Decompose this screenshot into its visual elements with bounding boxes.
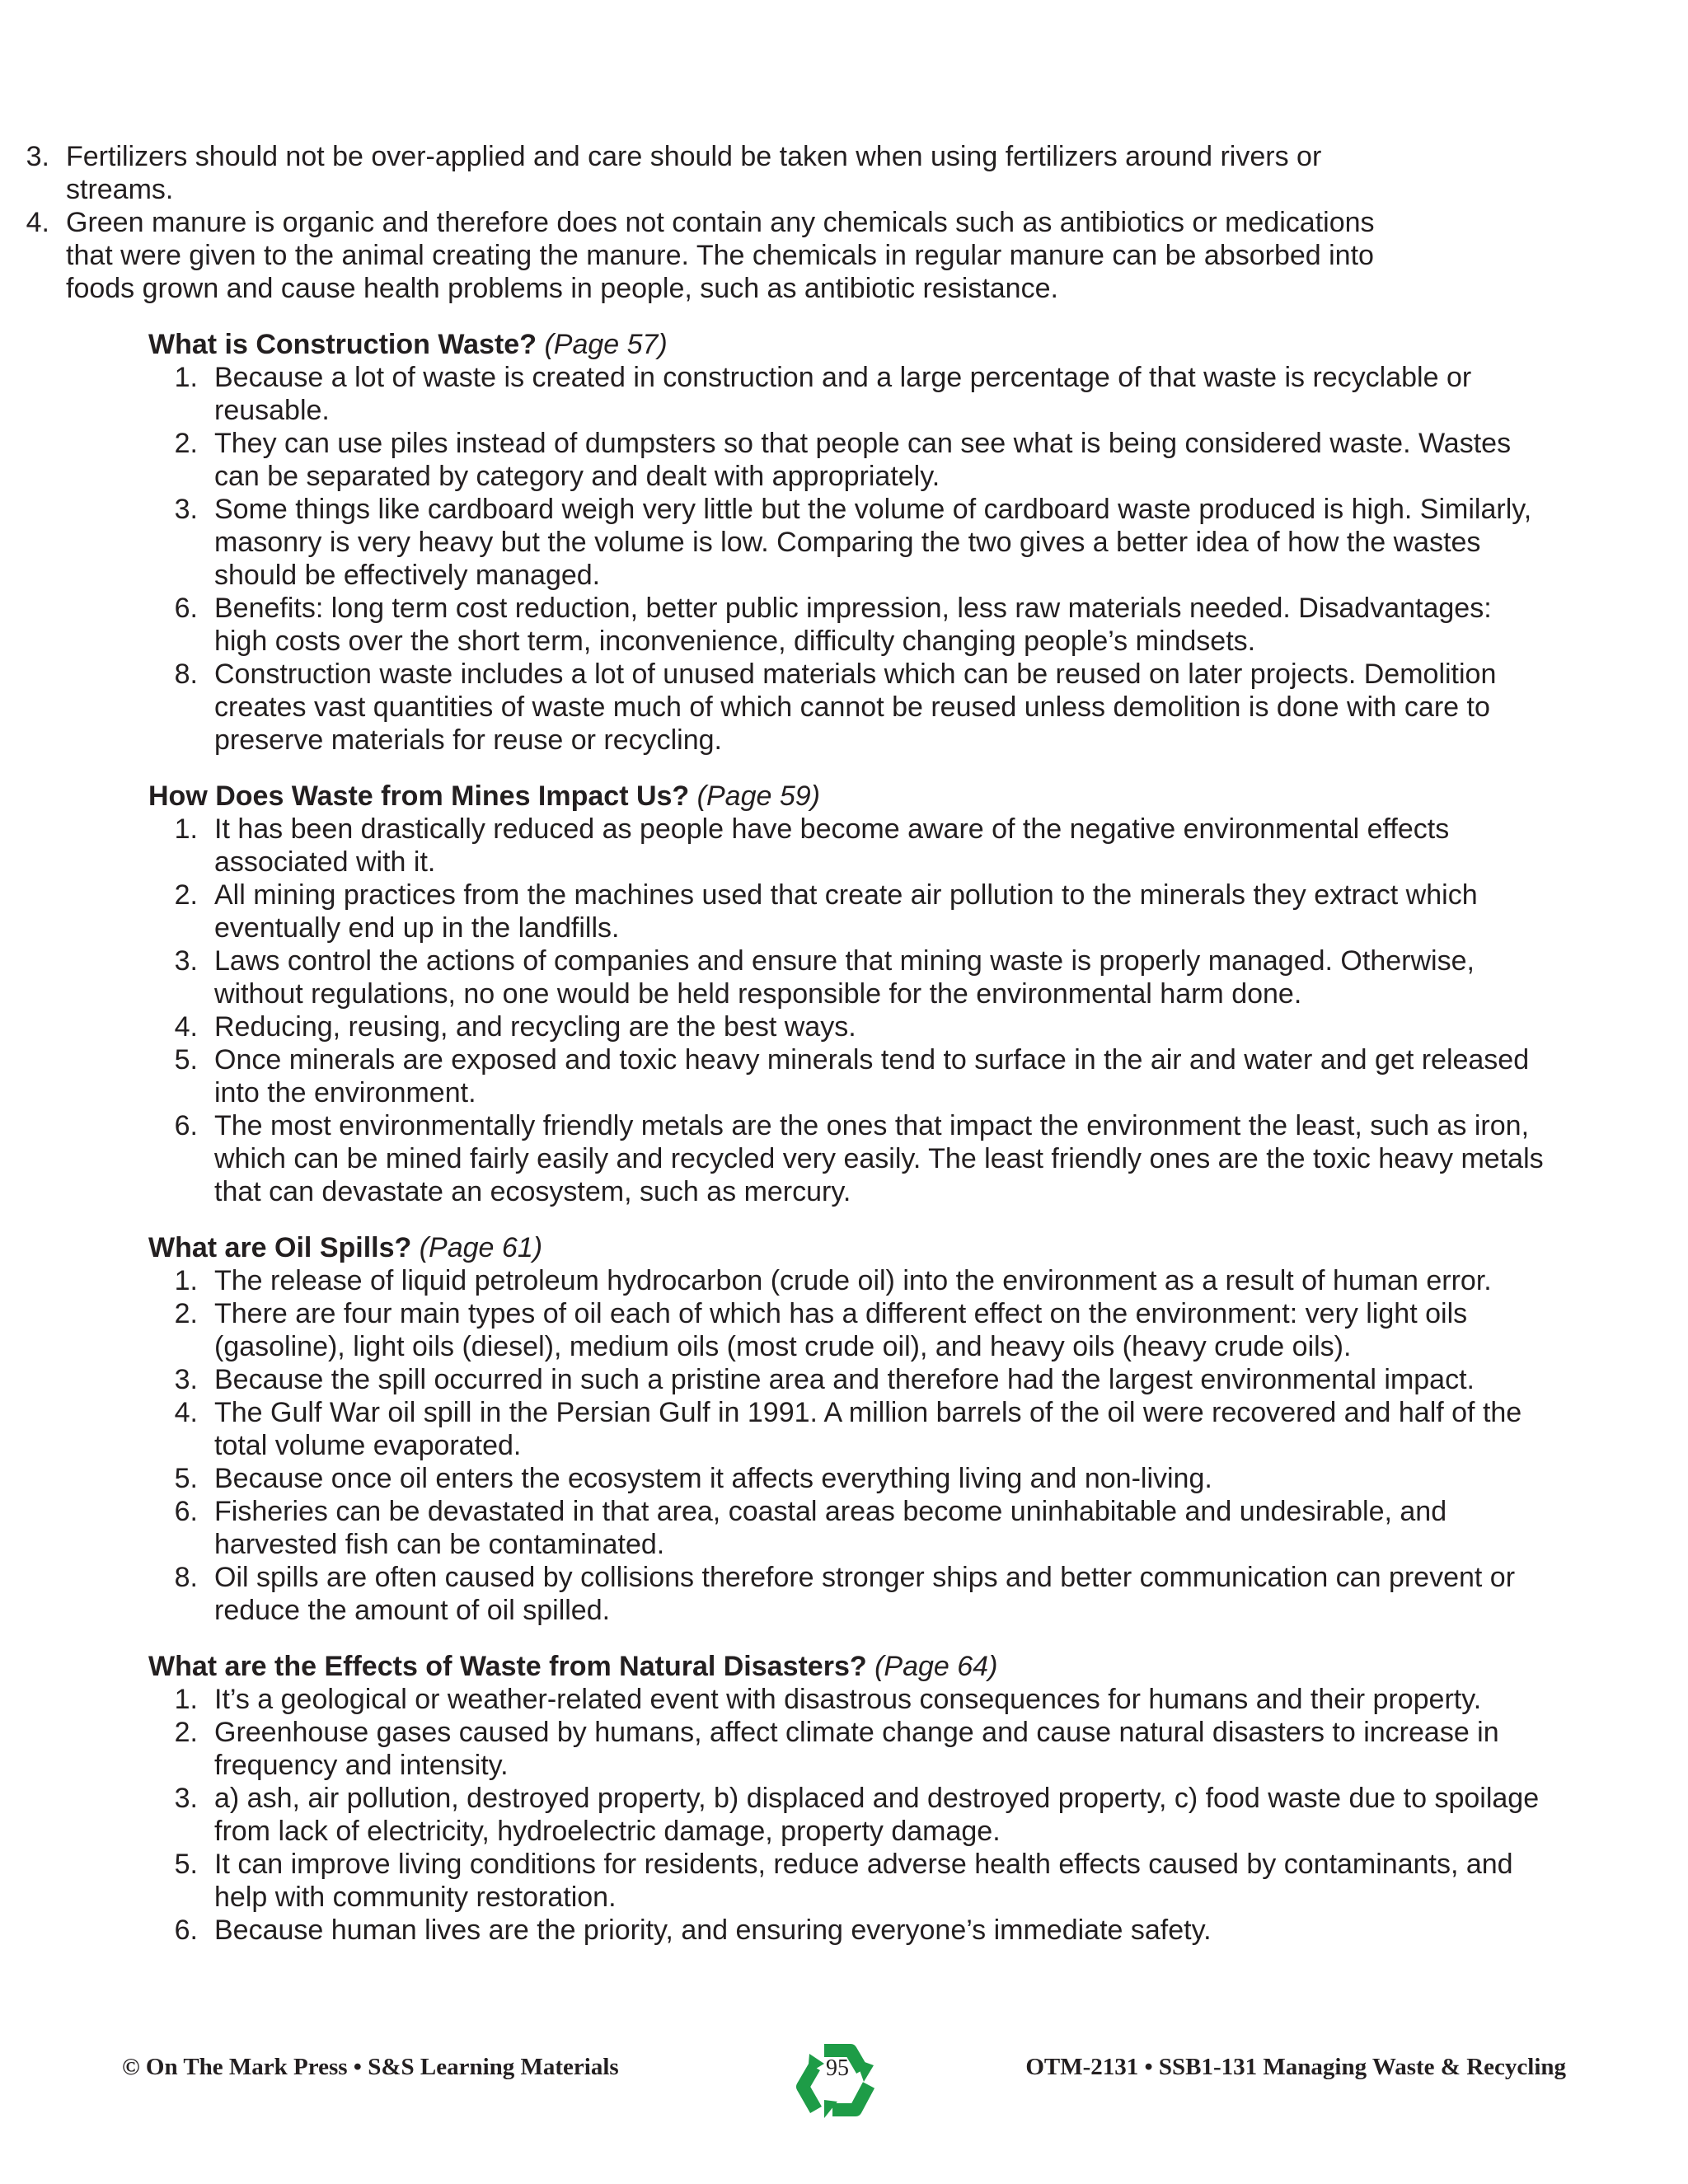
answer-text: Because a lot of waste is created in construction and a large percentage of that waste is recyclable or reusable. — [214, 362, 1472, 426]
list-item — [148, 1109, 1550, 1208]
answer-number: 1. — [174, 1265, 198, 1296]
answer-number: 2. — [174, 1298, 198, 1329]
list-item — [148, 1010, 1550, 1043]
list-item — [148, 1848, 1550, 1914]
answer-text: It’s a geological or weather-related event with disastrous consequences for humans and their property. — [214, 1684, 1482, 1715]
answer-text: There are four main types of oil each of which has a different effect on the environment: very light oils (gasoline), light oils (diesel), medium oils (most crude oil), and heavy oils (heavy crude oils). — [214, 1298, 1468, 1362]
list-item — [148, 1043, 1550, 1109]
list-item — [148, 1363, 1550, 1396]
section-mine-waste — [148, 780, 1550, 1208]
answer-number: 5. — [174, 1463, 198, 1494]
answer-number: 5. — [174, 1044, 198, 1076]
answer-number: 3. — [174, 494, 198, 525]
answer-number: 3. — [174, 1783, 198, 1814]
section-heading — [148, 1231, 1550, 1264]
section-natural-disasters — [148, 1650, 1550, 1947]
answer-number: 6. — [174, 1496, 198, 1527]
answer-text: It has been drastically reduced as people have become aware of the negative environmental effects associated with it. — [214, 813, 1450, 878]
list-item — [0, 140, 1401, 206]
section-heading — [148, 780, 1550, 813]
section-heading — [148, 1650, 1550, 1683]
answer-number: 6. — [174, 1915, 198, 1946]
list-item — [148, 1716, 1550, 1782]
list-item — [148, 361, 1550, 427]
answer-number: 1. — [174, 1684, 198, 1715]
answer-list — [148, 813, 1550, 1208]
page-footer — [0, 2036, 1688, 2135]
answer-number: 6. — [174, 1110, 198, 1141]
answer-text: Benefits: long term cost reduction, better public impression, less raw materials needed. Disadvantages: high costs over the short term, inconvenience, difficulty changing people’s mindsets. — [214, 593, 1492, 657]
answer-text: Because once oil enters the ecosystem it affects everything living and non-living. — [214, 1463, 1212, 1494]
answer-number: 4. — [26, 207, 49, 238]
list-item — [148, 879, 1550, 944]
answer-text: Fisheries can be devastated in that area, coastal areas become uninhabitable and undesirable, and harvested fish can be contaminated. — [214, 1496, 1447, 1560]
list-item — [148, 1495, 1550, 1561]
answer-text: They can use piles instead of dumpsters so that people can see what is being considered waste. Wastes can be separated by category and dealt with appropriately. — [214, 428, 1512, 492]
answer-number: 4. — [174, 1011, 198, 1043]
list-item — [148, 592, 1550, 658]
page-reference: (Page 61) — [419, 1232, 543, 1263]
list-item — [148, 1462, 1550, 1495]
list-item — [148, 813, 1550, 879]
answer-text: Because human lives are the priority, and ensuring everyone’s immediate safety. — [214, 1915, 1212, 1946]
section-heading — [148, 328, 1550, 361]
list-item — [148, 1561, 1550, 1627]
list-item — [148, 1297, 1550, 1363]
answer-number: 1. — [174, 362, 198, 393]
answer-number: 3. — [174, 1364, 198, 1395]
page-reference: (Page 59) — [696, 780, 820, 812]
answer-text: Greenhouse gases caused by humans, affect climate change and cause natural disasters to increase in frequency and intensity. — [214, 1717, 1499, 1781]
list-item — [148, 1914, 1550, 1947]
footer-book-title: OTM-2131 • SSB1-131 Managing Waste & Recycling — [1025, 2054, 1566, 2080]
answer-number: 4. — [174, 1397, 198, 1428]
answer-number: 2. — [174, 428, 198, 459]
answer-text: Oil spills are often caused by collisions therefore stronger ships and better communication can prevent or reduce the amount of oil spilled. — [214, 1562, 1516, 1626]
answer-text: Green manure is organic and therefore does not contain any chemicals such as antibiotics or medications that were given to the animal creating the manure. The chemicals in regular manure can be absorbed into foods grown and cause health problems in people, such as antibiotic resistance. — [66, 207, 1375, 304]
answer-number: 2. — [174, 879, 198, 911]
answer-text: Some things like cardboard weigh very little but the volume of cardboard waste produced is high. Similarly, masonry is very heavy but the volume is low. Comparing the two gives a better idea of how the wastes should be effectively managed. — [214, 494, 1532, 591]
list-item — [0, 206, 1401, 305]
answer-text: The release of liquid petroleum hydrocarbon (crude oil) into the environment as a result of human error. — [214, 1265, 1492, 1296]
answer-text: Construction waste includes a lot of unused materials which can be reused on later projects. Demolition creates vast quantities of waste much of which cannot be reused unless demolition is done with care to preserve materials for reuse or recycling. — [214, 658, 1497, 756]
answer-list — [148, 1264, 1550, 1627]
footer-publisher: © On The Mark Press • S&S Learning Materials — [122, 2054, 619, 2080]
recycle-icon — [791, 2036, 884, 2125]
answer-text: The Gulf War oil spill in the Persian Gulf in 1991. A million barrels of the oil were recovered and half of the total volume evaporated. — [214, 1397, 1522, 1461]
answer-number: 8. — [174, 658, 198, 690]
page-reference: (Page 57) — [544, 329, 668, 360]
list-item — [148, 1396, 1550, 1462]
answer-text: Reducing, reusing, and recycling are the best ways. — [214, 1011, 856, 1043]
answer-number: 3. — [26, 141, 49, 172]
section-title: How Does Waste from Mines Impact Us? — [148, 780, 690, 812]
section-title: What are the Effects of Waste from Natural Disasters? — [148, 1651, 867, 1682]
section-title: What are Oil Spills? — [148, 1232, 412, 1263]
page-reference: (Page 64) — [874, 1651, 998, 1682]
list-item — [148, 427, 1550, 493]
list-item — [148, 1782, 1550, 1848]
answer-text: Laws control the actions of companies and ensure that mining waste is properly managed. Otherwise, without regulations, no one would be held responsible for the environmental harm done. — [214, 945, 1475, 1010]
list-item — [148, 493, 1550, 592]
answer-list — [148, 361, 1550, 757]
intro-answer-list — [0, 140, 1401, 305]
answer-text: Because the spill occurred in such a pristine area and therefore had the largest environmental impact. — [214, 1364, 1475, 1395]
answer-text: Fertilizers should not be over-applied and care should be taken when using fertilizers around rivers or streams. — [66, 141, 1322, 205]
answer-text: a) ash, air pollution, destroyed property, b) displaced and destroyed property, c) food waste due to spoilage from lack of electricity, hydroelectric damage, property damage. — [214, 1783, 1540, 1847]
answer-number: 1. — [174, 813, 198, 845]
answer-number: 2. — [174, 1717, 198, 1748]
list-item — [148, 1264, 1550, 1297]
section-oil-spills — [148, 1231, 1550, 1627]
answer-text: It can improve living conditions for residents, reduce adverse health effects caused by contaminants, and help with community restoration. — [214, 1849, 1513, 1913]
answer-number: 3. — [174, 945, 198, 977]
list-item — [148, 944, 1550, 1010]
list-item — [148, 1683, 1550, 1716]
page-number: 95 — [826, 2055, 849, 2081]
answer-number: 5. — [174, 1849, 198, 1880]
answer-number: 8. — [174, 1562, 198, 1593]
answer-text: The most environmentally friendly metals are the ones that impact the environment the least, such as iron, which can be mined fairly easily and recycled very easily. The least friendly ones are the toxic heavy metals that can devastate an ecosystem, such as mercury. — [214, 1110, 1544, 1207]
section-construction-waste — [148, 328, 1550, 757]
answer-text: Once minerals are exposed and toxic heavy minerals tend to surface in the air and water and get released into the environment. — [214, 1044, 1530, 1108]
answer-list — [148, 1683, 1550, 1947]
section-title: What is Construction Waste? — [148, 329, 537, 360]
list-item — [148, 658, 1550, 757]
answer-number: 6. — [174, 593, 198, 624]
answer-text: All mining practices from the machines used that create air pollution to the minerals they extract which eventually end up in the landfills. — [214, 879, 1478, 944]
answer-page — [0, 140, 1688, 1947]
